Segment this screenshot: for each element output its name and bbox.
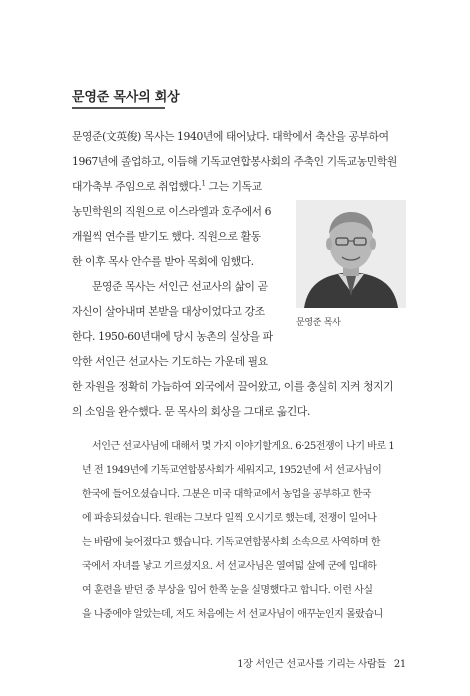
quote-line-1: 서인근 선교사님에 대해서 몇 가지 이야기할게요. 6·25전쟁이 나기 바로 1 <box>92 441 395 452</box>
portrait-illustration <box>296 200 406 308</box>
intro-line-4: 농민학원의 직원으로 이스라엘과 호주에서 6 <box>72 205 272 218</box>
quote-line-6: 국에서 자녀를 낳고 기르셨지요. 서 선교사님은 열여덟 살에 군에 입대하 <box>82 561 377 572</box>
quote-line-4: 에 파송되셨습니다. 원래는 그보다 일찍 오시기로 했는데, 전쟁이 일어나 <box>82 513 377 524</box>
quote-line-8: 을 나중에야 알았는데, 저도 처음에는 서 선교사님이 애꾸눈인지 몰랐습니 <box>82 609 383 620</box>
intro-line-5: 개월씩 연수를 받기도 했다. 직원으로 활동 <box>72 230 261 243</box>
title-underline <box>72 107 165 109</box>
body2-line-1: 문영준 목사는 서인근 선교사의 삶이 곧 <box>92 280 268 293</box>
section-title: 문영준 목사의 회상 <box>72 90 180 105</box>
body2-line-4: 악한 서인근 선교사는 기도하는 가운데 필요 <box>72 355 268 368</box>
quote-line-3: 한국에 들어오셨습니다. 그분은 미국 대학교에서 농업을 공부하고 한국 <box>82 489 371 500</box>
intro-line-2: 1967년에 졸업하고, 이듬해 기독교연합봉사회의 주축인 기독교농민학원 <box>72 155 397 168</box>
quote-line-2: 년 전 1949년에 기독교연합봉사회가 세워지고, 1952년에 서 선교사님이 <box>82 465 382 476</box>
intro-line-3-text: 대가축부 주임으로 취업했다. <box>72 180 202 193</box>
quote-line-7: 여 훈련을 받던 중 부상을 입어 한쪽 눈을 실명했다고 합니다. 이런 사실 <box>82 585 373 596</box>
body2-line-5: 한 자원을 정확히 가늠하여 외국에서 끌어왔고, 이를 충실히 지켜 청지기 <box>72 380 394 393</box>
intro-line-1: 문영준(文英俊) 목사는 1940년에 태어났다. 대학에서 축산을 공부하여 <box>72 130 389 143</box>
body2-line-2: 자신이 살아내며 본받을 대상이었다고 강조 <box>72 305 265 318</box>
body2-line-6: 의 소임을 완수했다. 문 목사의 회상을 그대로 옮긴다. <box>72 405 310 418</box>
page-number: 21 <box>393 659 406 670</box>
page-footer <box>237 655 406 670</box>
quote-line-5: 는 바람에 늦어졌다고 했습니다. 기독교연합봉사회 소속으로 사역하며 한 <box>82 537 381 548</box>
intro-line-3 <box>72 174 286 199</box>
portrait-photo <box>296 200 406 308</box>
intro-line-6: 한 이후 목사 안수를 받아 목회에 임했다. <box>72 255 254 268</box>
running-chapter-title: 1장 서인근 선교사를 기리는 사람들 <box>237 659 386 670</box>
intro-line-3-tail: 그는 기독교 <box>205 180 262 193</box>
footnote-marker: 1 <box>201 179 206 188</box>
photo-caption: 문영준 목사 <box>296 318 341 328</box>
body2-line-3: 한다. 1950-60년대에 당시 농촌의 실상을 파 <box>72 330 273 343</box>
